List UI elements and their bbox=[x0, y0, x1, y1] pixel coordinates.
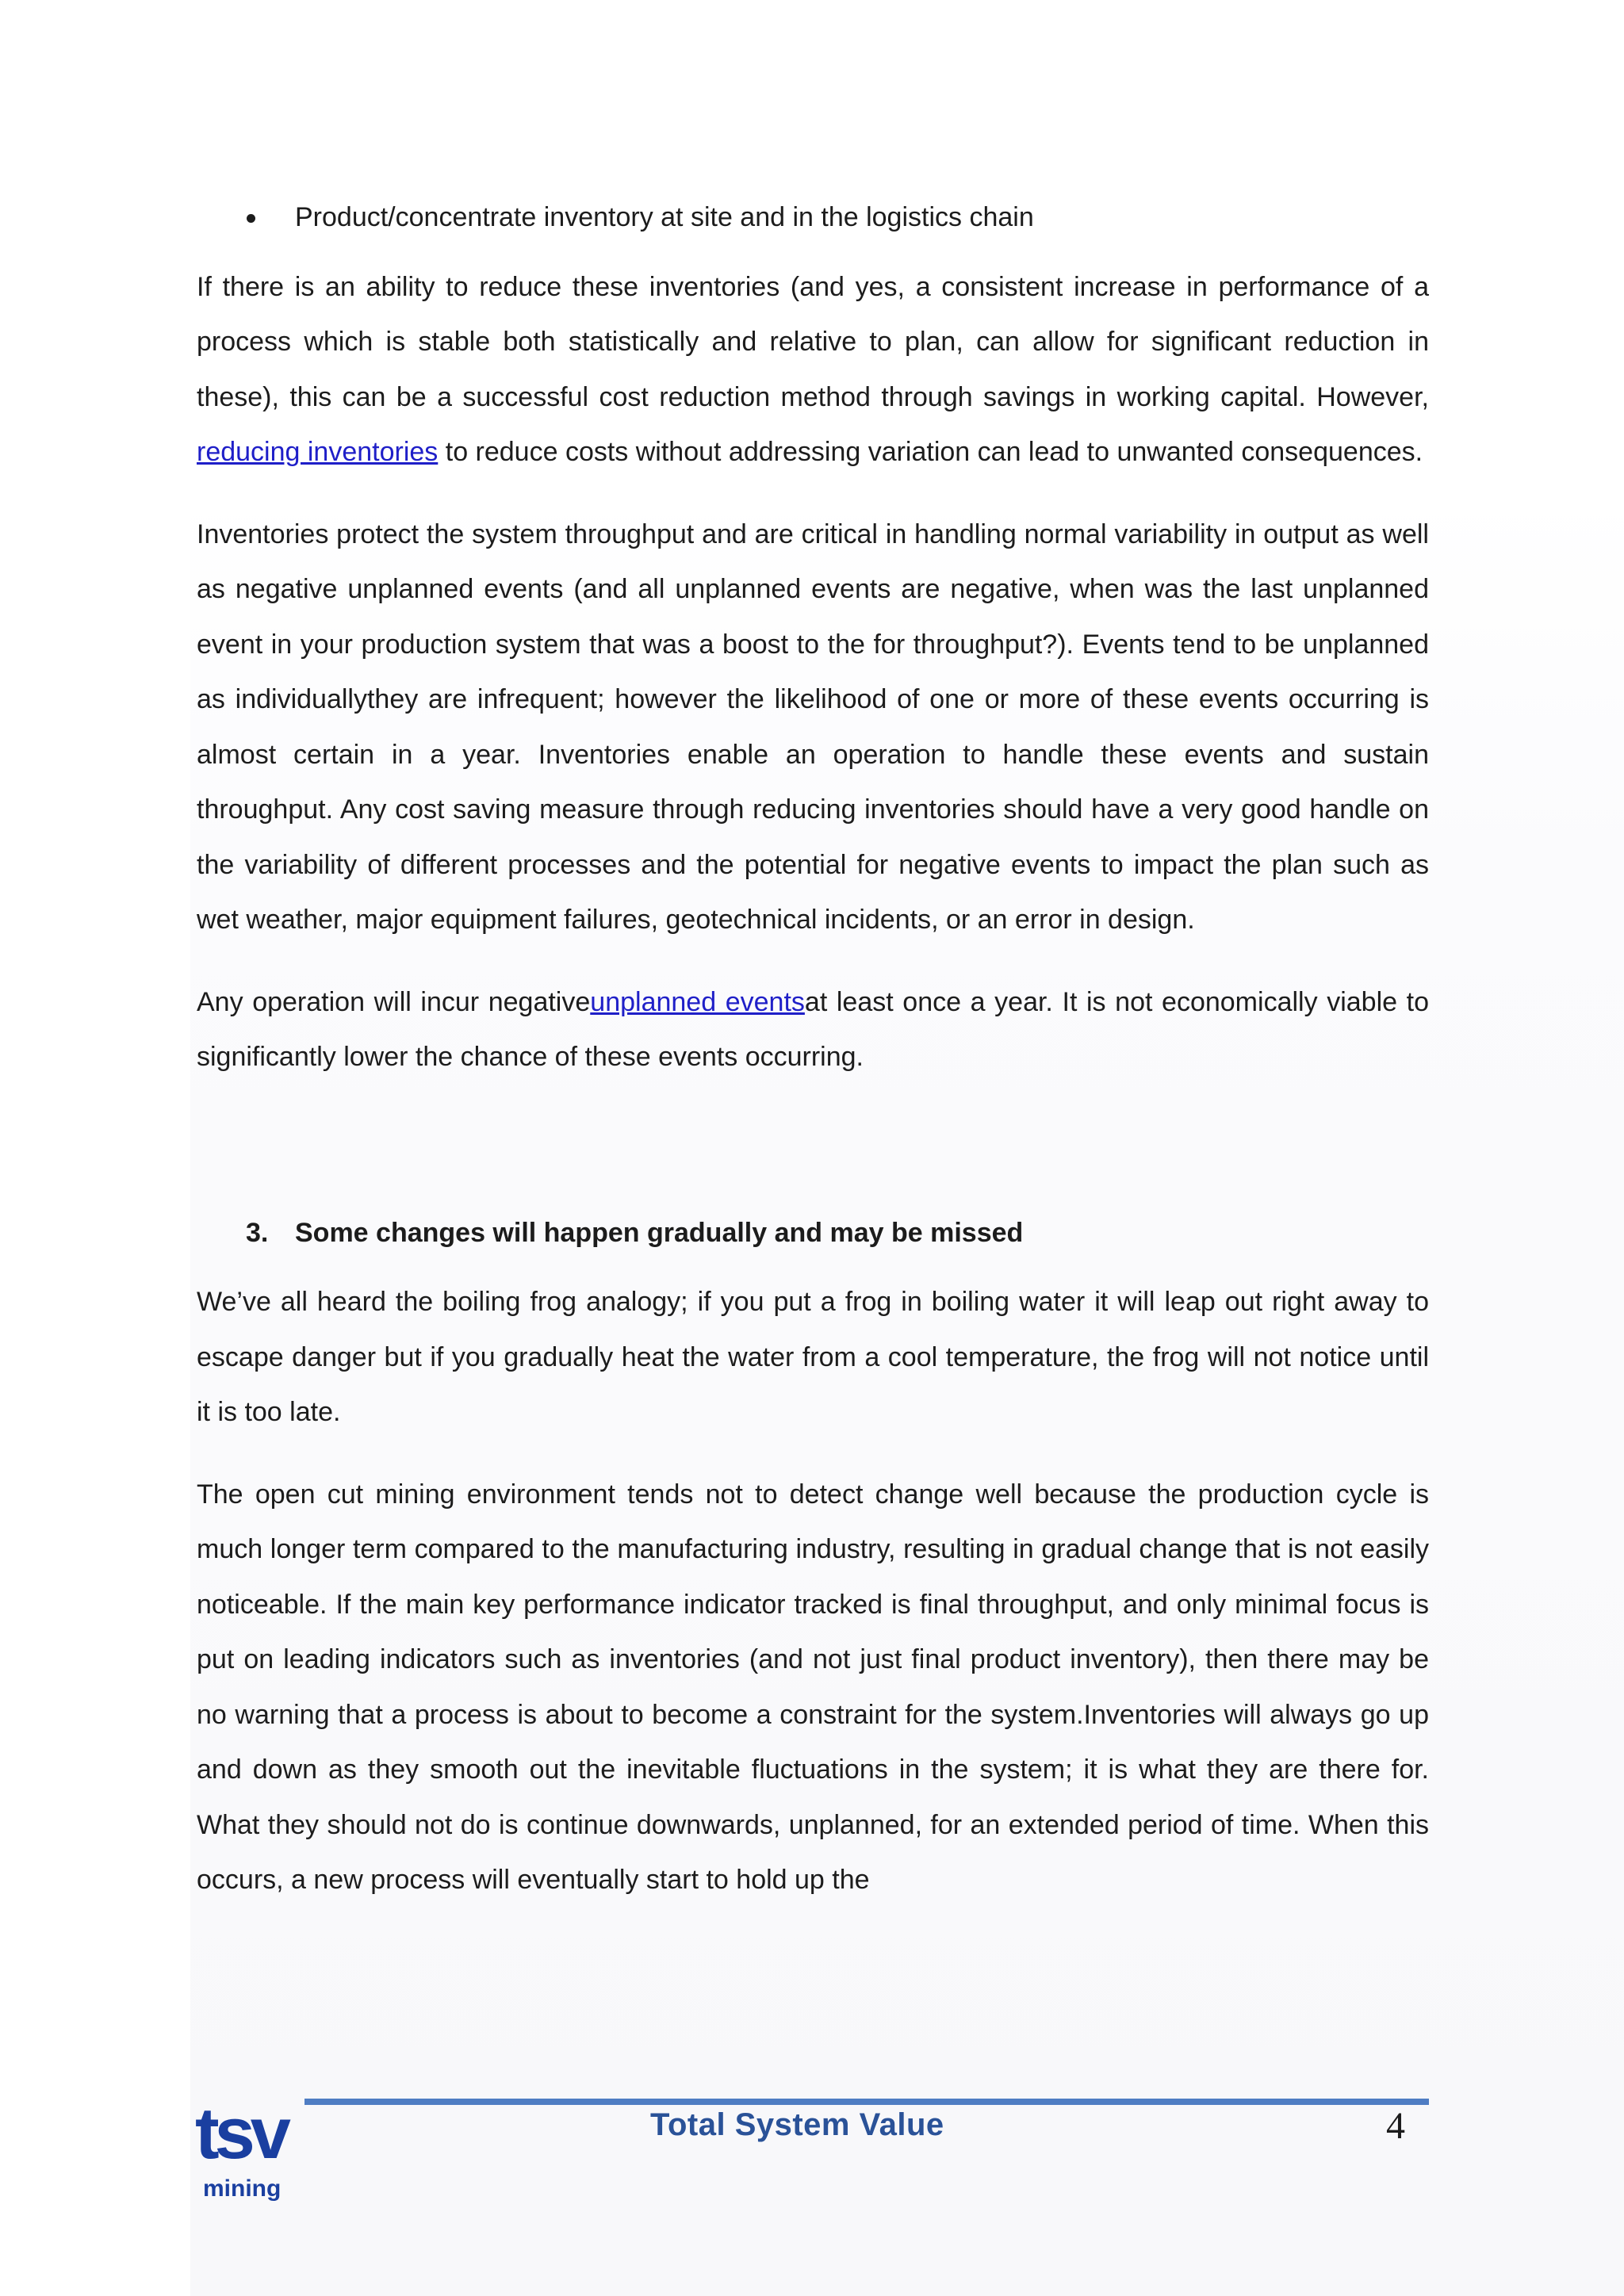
logo-subtext: mining bbox=[203, 2175, 282, 2202]
logo-text: tsv bbox=[195, 2093, 286, 2174]
document-body bbox=[197, 190, 1429, 1935]
paragraph-inventory-reduction bbox=[197, 260, 1429, 480]
footer-divider bbox=[304, 2099, 1429, 2105]
paragraph-open-cut-mining: The open cut mining environment tends not to detect change well because the production cycle is much longer term compared to the manufacturing industry, resulting in gradual change that is not easily noticeable. If the main key performance indicator tracked is final throughput, and only minimal focus is put on leading indicators such as inventories (and not just final product inventory), then there may be no warning that a process is about to become a constraint for the system.Inventories will always go up and down as they smooth out the inevitable fluctuations in the system; it is what they are there for. What they should not do is continue downwards, unplanned, for an extended period of time. When this occurs, a new process will eventually start to hold up the bbox=[197, 1479, 1429, 1895]
page-number: 4 bbox=[1386, 2105, 1405, 2147]
section-number: 3. bbox=[246, 1217, 269, 1248]
bullet-icon bbox=[247, 214, 255, 223]
paragraph-text: at least once a year. It is not economically viable to significantly lower the chance of these events occurring. bbox=[197, 986, 1429, 1072]
section-title: Some changes will happen gradually and may be missed bbox=[295, 1217, 1024, 1248]
footer-title: Total System Value bbox=[650, 2107, 944, 2142]
paragraph-text: Any operation will incur negative bbox=[197, 986, 591, 1017]
paragraph-boiling-frog: We’ve all heard the boiling frog analogy; if you put a frog in boiling water it will leap out right away to escape danger but if you gradually heat the water from a cool temperature, the frog will not notice until it is too late. bbox=[197, 1287, 1429, 1427]
paragraph-text: If there is an ability to reduce these inventories (and yes, a consistent increase in performance of a process which is stable both statistically and relative to plan, can allow for significant reduction in these), this can be a successful cost reduction method through savings in working capital. However, bbox=[197, 271, 1429, 412]
paragraph-inventories-protect: Inventories protect the system throughput and are critical in handling normal variability in output as well as negative unplanned events (and all unplanned events are negative, when was the last unplanned event in your production system that was a boost to the for throughput?). Events tend to be unplanned as individuallythey are infrequent; however the likelihood of one or more of these events occurring is almost certain in a year. Inventories enable an operation to handle these events and sustain throughput. Any cost saving measure through reducing inventories should have a very good handle on the variability of different processes and the potential for negative events to impact the plan such as wet weather, major equipment failures, geotechnical incidents, or an error in design. bbox=[197, 519, 1429, 935]
bullet-text: Product/concentrate inventory at site and in the logistics chain bbox=[295, 202, 1034, 232]
bullet-item bbox=[197, 190, 1429, 246]
section-heading bbox=[197, 1206, 1429, 1261]
tsv-mining-logo bbox=[195, 2093, 306, 2204]
paragraph-text: to reduce costs without addressing variation can lead to unwanted consequences. bbox=[438, 437, 1423, 467]
paragraph-unplanned-events bbox=[197, 975, 1429, 1085]
reducing-inventories-link[interactable]: reducing inventories bbox=[197, 437, 439, 467]
unplanned-events-link[interactable]: unplanned events bbox=[590, 986, 805, 1017]
